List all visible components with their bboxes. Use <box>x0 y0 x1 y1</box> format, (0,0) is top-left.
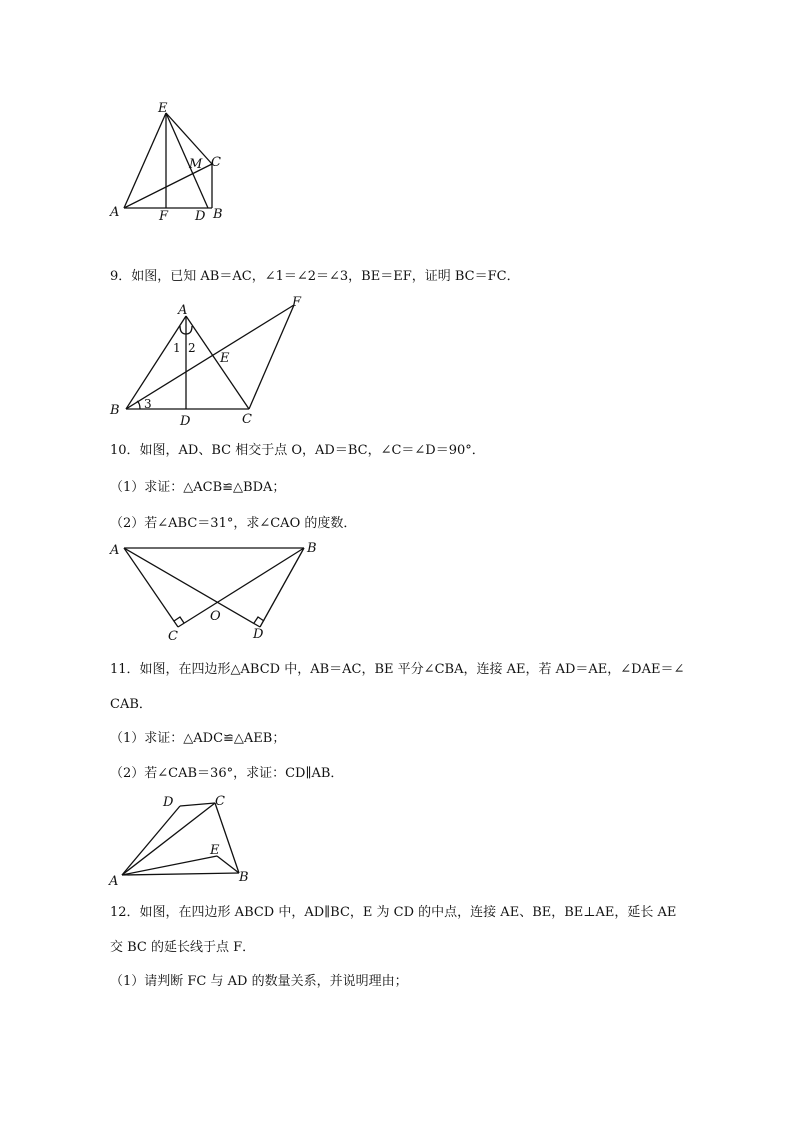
q12-statement: 如图，在四边形 ABCD 中，AD∥BC，E 为 CD 的中点，连接 AE、BE，BE⊥AE，延长 AE <box>139 905 677 920</box>
q11-part2: （2）若∠CAB＝36°，求证：CD∥AB． <box>110 766 344 781</box>
label-D: D <box>195 209 206 224</box>
q11-number: 11． <box>110 662 140 677</box>
label-B: B <box>213 207 223 222</box>
q12-number: 12． <box>110 905 140 920</box>
label-E: E <box>210 843 220 858</box>
label-D: D <box>180 414 191 429</box>
label-F: F <box>159 209 169 224</box>
label-A: A <box>110 205 120 220</box>
figure-8 <box>100 96 240 226</box>
label-C: C <box>215 794 225 809</box>
q10-statement: 如图，AD、BC 相交于点 O，AD＝BC，∠C＝∠D＝90°． <box>139 443 485 458</box>
label-M: M <box>189 157 203 172</box>
q9-statement: 如图，已知 AB＝AC，∠1＝∠2＝∠3，BE＝EF，证明 BC＝FC． <box>131 269 520 284</box>
q12-text-line1 <box>110 901 676 920</box>
label-A: A <box>178 303 188 318</box>
label-angle-3: 3 <box>144 397 152 411</box>
q11-part1: （1）求证：△ADC≌△AEB； <box>110 731 286 746</box>
q12-text-line2: 交 BC 的延长线于点 F． <box>110 940 256 955</box>
figure-11 <box>106 790 256 890</box>
q10-part2: （2）若∠ABC＝31°，求∠CAO 的度数． <box>110 516 357 531</box>
label-angle-1: 1 <box>173 341 181 355</box>
label-C: C <box>211 155 221 170</box>
label-F: F <box>292 295 302 310</box>
q11-text-line1 <box>110 658 684 677</box>
label-angle-2: 2 <box>188 341 196 355</box>
label-B: B <box>307 541 317 556</box>
label-O: O <box>210 609 221 624</box>
q10-number: 10． <box>110 443 140 458</box>
label-C: C <box>168 629 178 644</box>
q9-text <box>110 265 520 284</box>
label-D: D <box>253 627 264 642</box>
figure-9 <box>106 295 316 429</box>
q12-part1: （1）请判断 FC 与 AD 的数量关系，并说明理由； <box>110 974 408 989</box>
label-D: D <box>163 795 174 810</box>
label-A: A <box>109 874 119 889</box>
q10-part1: （1）求证：△ACB≌△BDA； <box>110 480 286 495</box>
label-C: C <box>242 412 252 427</box>
label-B: B <box>239 870 249 885</box>
label-E: E <box>158 101 168 116</box>
figure-10 <box>106 540 326 645</box>
q10-text <box>110 439 485 458</box>
q11-statement: 如图，在四边形△ABCD 中，AB＝AC，BE 平分∠CBA，连接 AE，若 AD＝AE，∠DAE＝∠ <box>139 662 685 677</box>
label-A: A <box>110 543 120 558</box>
label-B: B <box>110 403 120 418</box>
q9-number: 9． <box>110 269 132 284</box>
label-E: E <box>220 351 230 366</box>
q11-text-line2: CAB． <box>110 697 152 712</box>
